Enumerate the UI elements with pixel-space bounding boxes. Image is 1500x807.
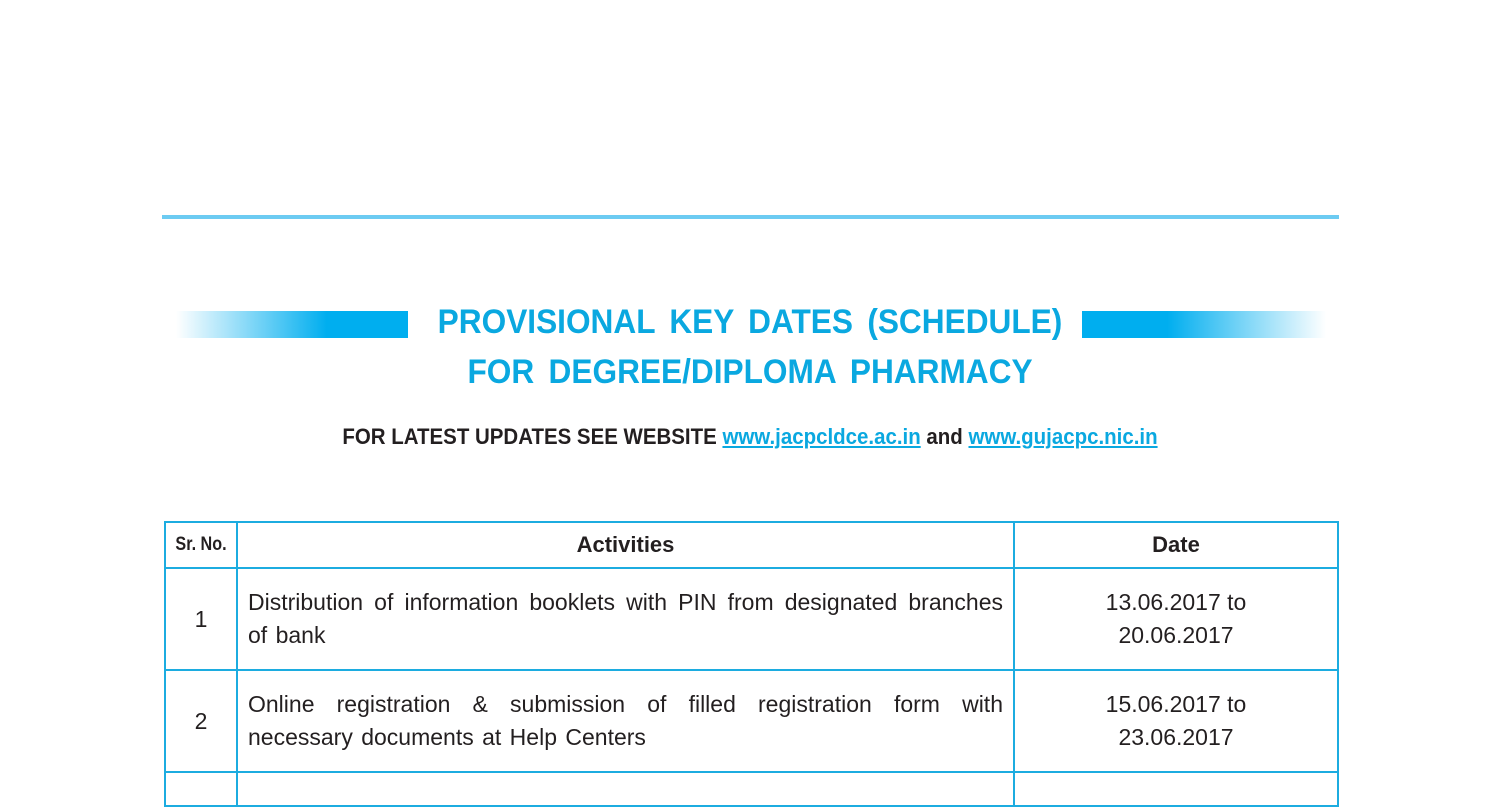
date-to: 23.06.2017 <box>1118 724 1234 750</box>
row-activity <box>237 772 1014 806</box>
row-date <box>1014 568 1338 670</box>
row-date <box>1014 772 1338 806</box>
header-date: Date <box>1014 522 1338 568</box>
page-title-line-2: FOR DEGREE/DIPLOMA PHARMACY <box>467 353 1033 391</box>
table-row <box>165 670 1338 772</box>
row-sr-no: 1 <box>165 568 237 670</box>
header-activities: Activities <box>237 522 1014 568</box>
header-sr-no: Sr. No. <box>170 522 231 568</box>
updates-prefix: FOR LATEST UPDATES SEE WEBSITE <box>342 424 717 449</box>
table-header-row <box>165 522 1338 568</box>
date-from: 15.06.2017 to <box>1105 691 1247 717</box>
row-date <box>1014 670 1338 772</box>
link-jacpcldce[interactable]: www.jacpcldce.ac.in <box>722 424 921 449</box>
date-from: 13.06.2017 to <box>1105 589 1247 615</box>
row-sr-no: 2 <box>165 670 237 772</box>
updates-notice <box>53 424 1448 450</box>
row-activity: Online registration & submission of filled registration form with necessary documents at Help Centers <box>237 670 1014 772</box>
link-gujacpc[interactable]: www.gujacpc.nic.in <box>968 424 1158 449</box>
updates-and: and <box>926 424 963 449</box>
schedule-table <box>164 521 1339 807</box>
header-rule <box>162 215 1339 219</box>
row-activity: Distribution of information booklets with PIN from designated branches of bank <box>237 568 1014 670</box>
table-row <box>165 568 1338 670</box>
table-row-partial <box>165 772 1338 806</box>
page-title-line-1: PROVISIONAL KEY DATES (SCHEDULE) <box>437 303 1063 341</box>
row-sr-no <box>165 772 237 806</box>
date-to: 20.06.2017 <box>1118 622 1234 648</box>
